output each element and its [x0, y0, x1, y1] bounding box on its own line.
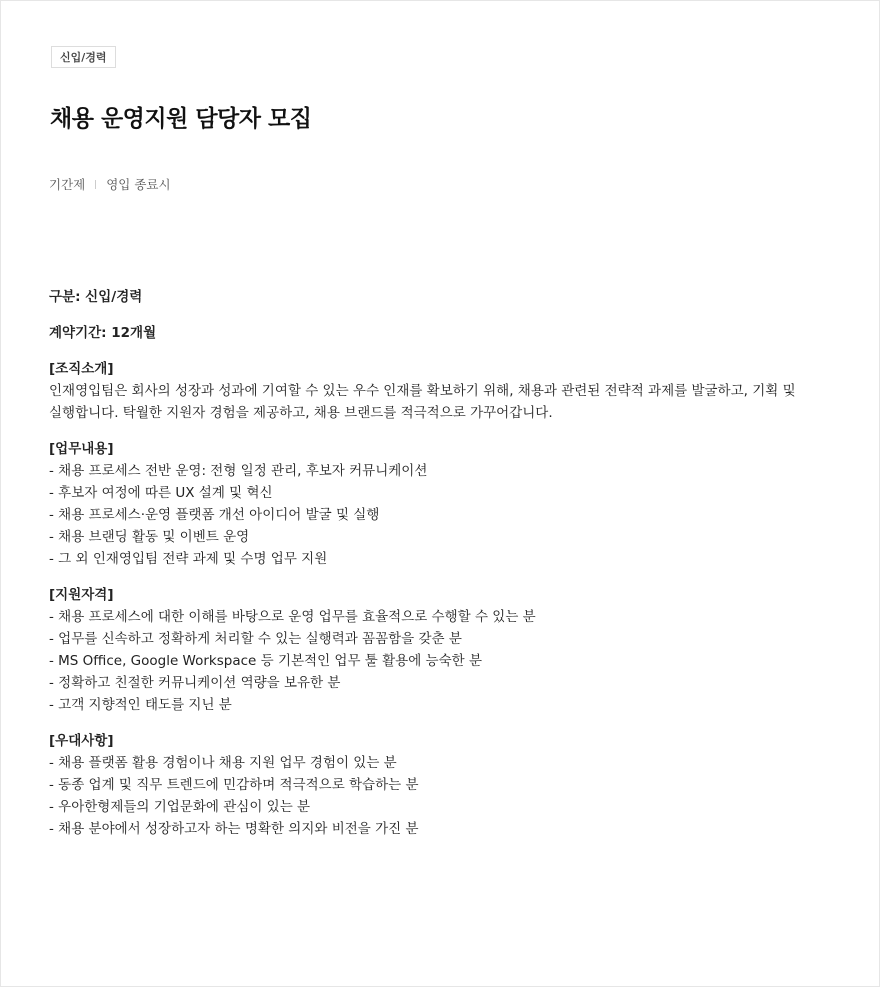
- section-heading: [업무내용]: [49, 441, 114, 457]
- list-item: - 채용 프로세스 전반 운영: 전형 일정 관리, 후보자 커뮤니케이션: [49, 463, 428, 479]
- list-item: - 정확하고 친절한 커뮤니케이션 역량을 보유한 분: [49, 675, 341, 691]
- list-item: - 채용 프로세스·운영 플랫폼 개선 아이디어 발굴 및 실행: [49, 507, 380, 523]
- list-item: - 채용 분야에서 성장하고자 하는 명확한 의지와 비전을 가진 분: [49, 821, 419, 837]
- job-description: [49, 286, 839, 854]
- list-item: - 채용 브랜딩 활동 및 이벤트 운영: [49, 529, 250, 545]
- contract-line: 계약기간: 12개월: [49, 325, 157, 341]
- list-item: - 채용 프로세스에 대한 이해를 바탕으로 운영 업무를 효율적으로 수행할 수 있는 분: [49, 609, 536, 625]
- list-item: - 채용 플랫폼 활용 경험이나 채용 지원 업무 경험이 있는 분: [49, 755, 397, 771]
- job-title: 채용 운영지원 담당자 모집: [50, 106, 312, 132]
- job-type-badge: 신입/경력: [51, 46, 116, 68]
- section-preferred: [49, 730, 839, 840]
- list-item: - 고객 지향적인 태도를 지닌 분: [49, 697, 232, 713]
- deadline: 영입 종료시: [106, 177, 171, 192]
- section-qualifications: [49, 584, 839, 716]
- section-heading: [지원자격]: [49, 587, 114, 603]
- meta-divider: [95, 180, 96, 189]
- list-item: - 업무를 신속하고 정확하게 처리할 수 있는 실행력과 꼼꼼함을 갖춘 분: [49, 631, 462, 647]
- employment-type: 기간제: [49, 177, 86, 192]
- list-item: - 후보자 여정에 따른 UX 설계 및 혁신: [49, 485, 273, 501]
- section-duties: [49, 438, 839, 570]
- section-org: [49, 358, 839, 424]
- list-item: - 우아한형제들의 기업문화에 관심이 있는 분: [49, 799, 311, 815]
- job-meta: [49, 175, 171, 193]
- org-description: 인재영입팀은 회사의 성장과 성과에 기여할 수 있는 우수 인재를 확보하기 위해, 채용과 관련된 전략적 과제를 발굴하고, 기획 및 실행합니다. 탁월한 지원자 경험을 제공하고, 채용 브랜드를 적극적으로 가꾸어갑니다.: [49, 383, 796, 421]
- list-item: - 그 외 인재영입팀 전략 과제 및 수명 업무 지원: [49, 551, 328, 567]
- list-item: - MS Office, Google Workspace 등 기본적인 업무 툴 활용에 능숙한 분: [49, 653, 482, 669]
- list-item: - 동종 업계 및 직무 트렌드에 민감하며 적극적으로 학습하는 분: [49, 777, 419, 793]
- section-heading: [우대사항]: [49, 733, 114, 749]
- section-heading: [조직소개]: [49, 361, 114, 377]
- category-line: 구분: 신입/경력: [49, 289, 143, 305]
